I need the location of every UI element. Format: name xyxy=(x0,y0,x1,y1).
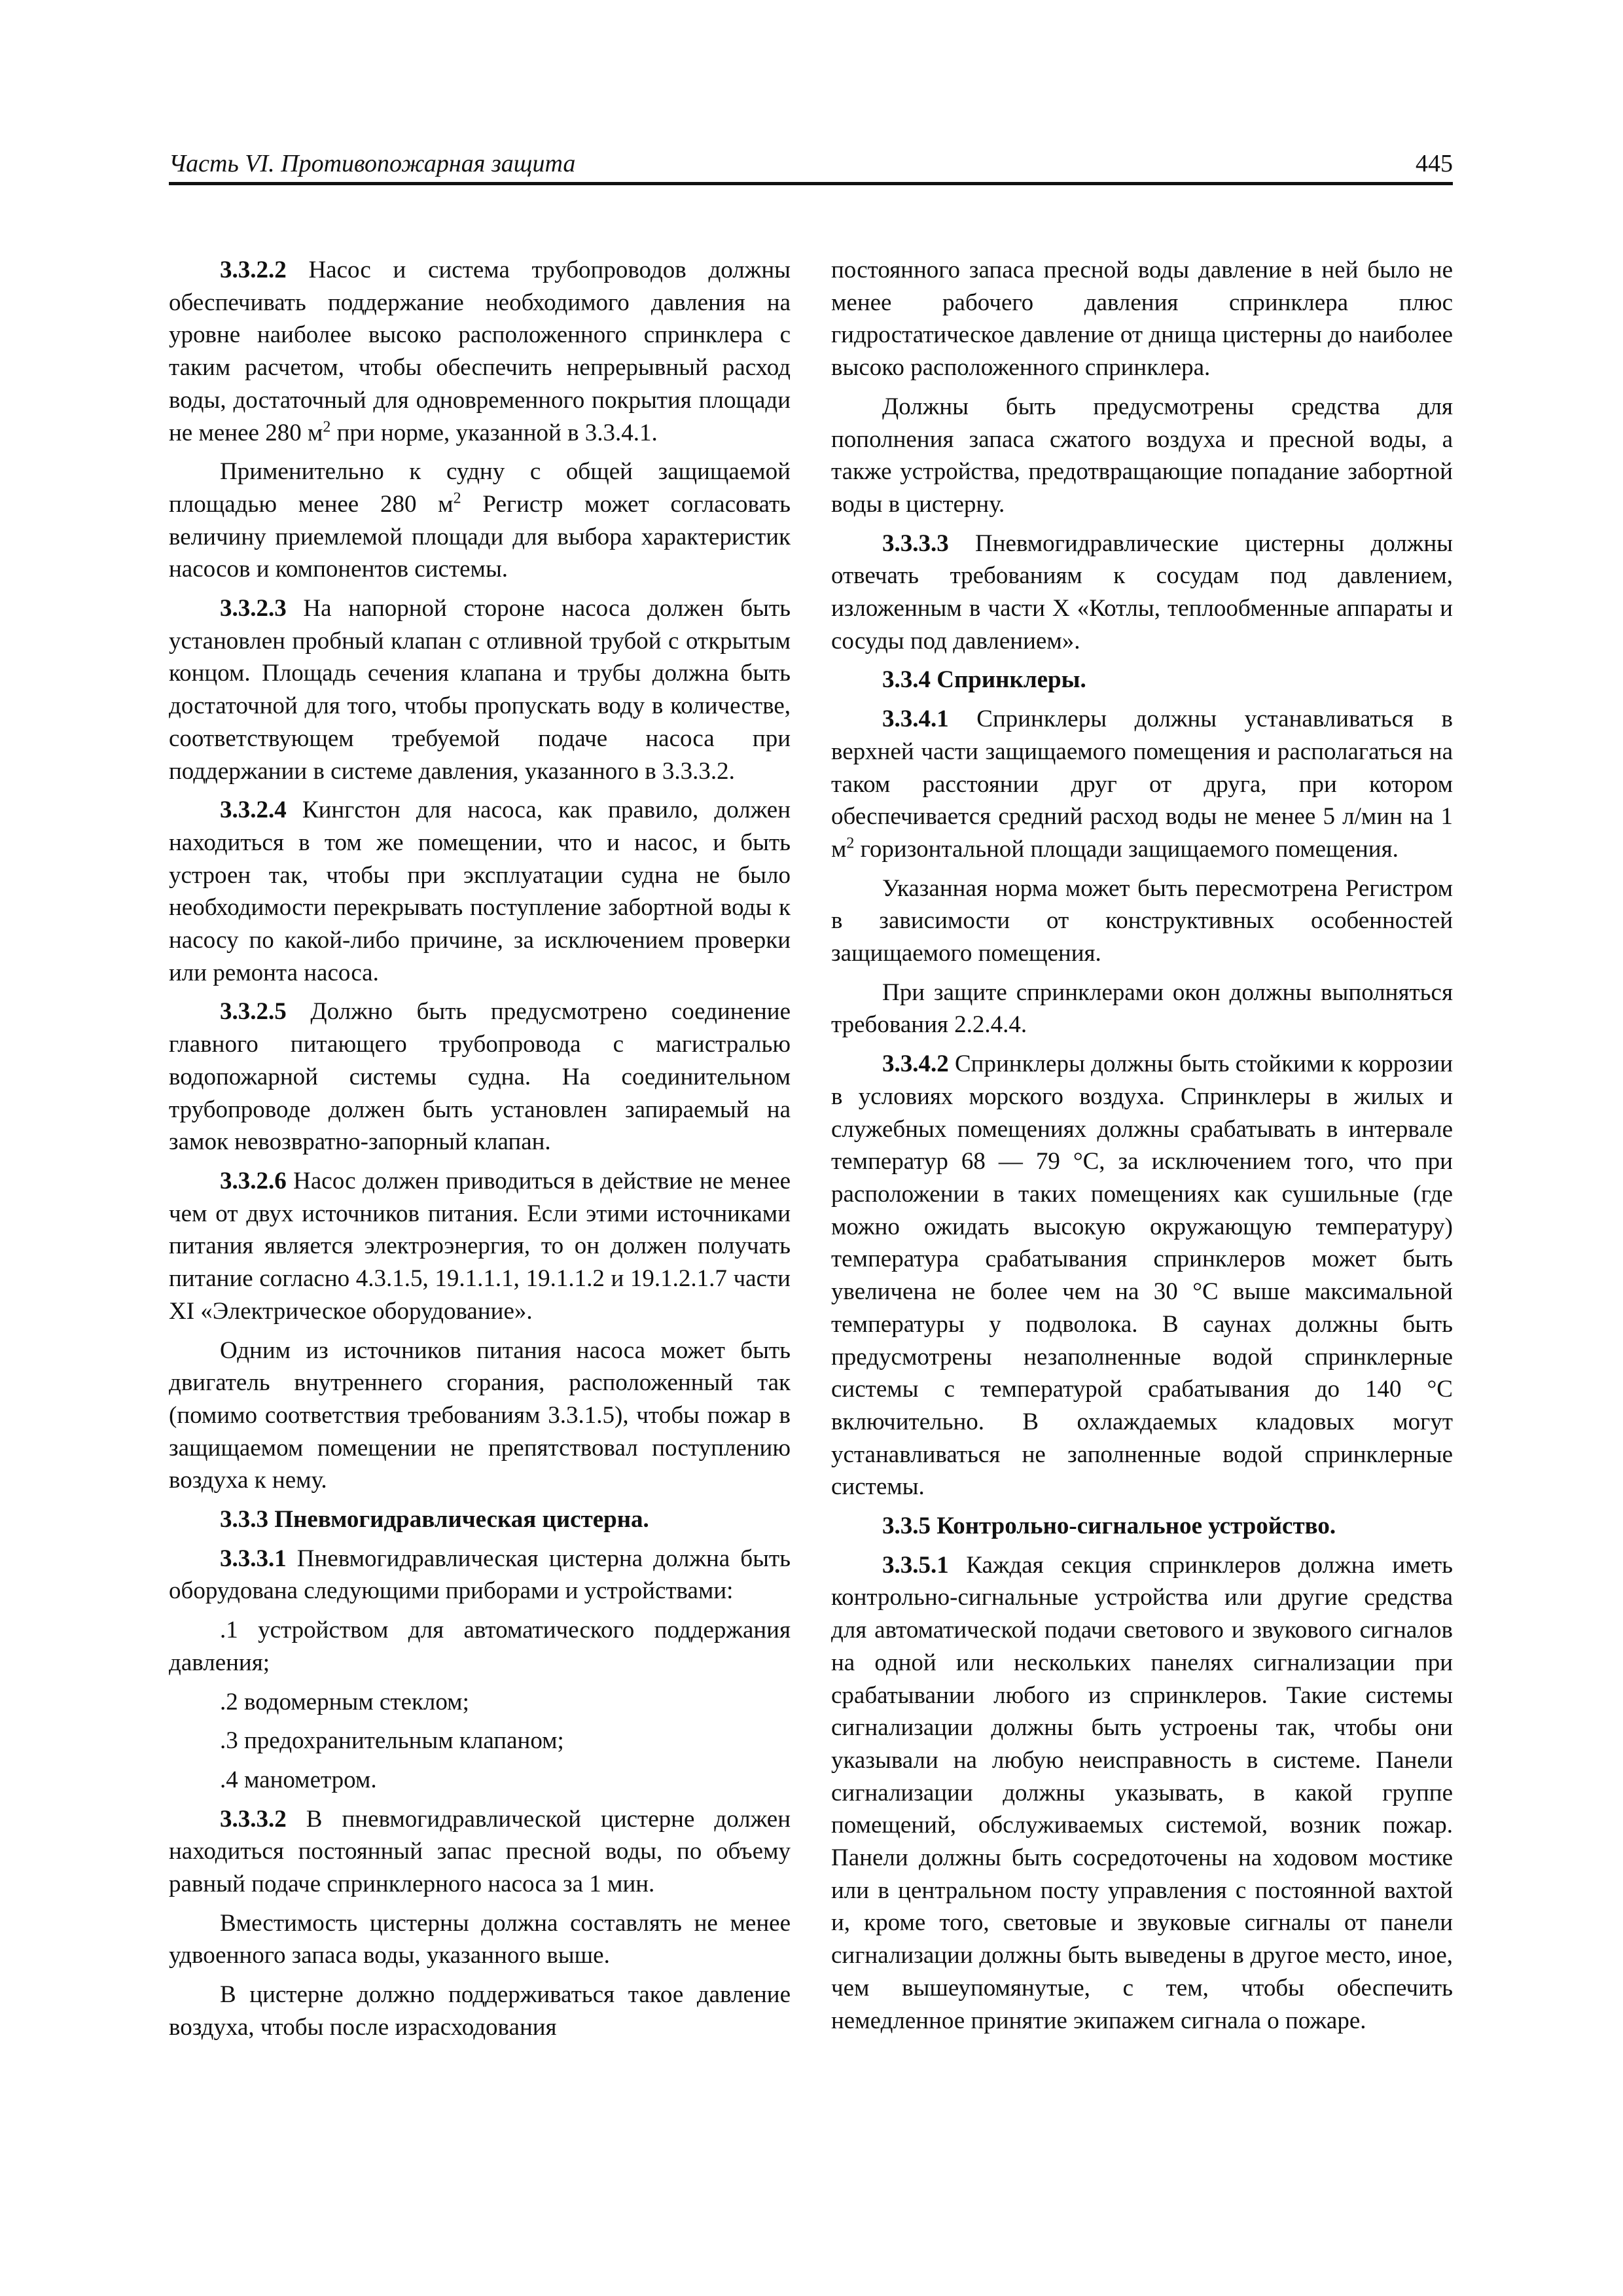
section-title: Спринклеры. xyxy=(931,666,1086,694)
paragraph-3-3-4-1 xyxy=(831,703,1453,866)
paragraph-3-3-3-3 xyxy=(831,528,1453,658)
paragraph xyxy=(169,456,791,586)
section-number: 3.3.2.6 xyxy=(220,1167,287,1194)
paragraph-text: Спринклеры должны быть стойкими к коррозии в условиях морского воздуха. Спринклеры в жилых и служебных помещениях должны срабатывать в интервале температур 68 — 79 °С, за исключением того, что при расположении в таких помещениях как сушильные (где можно ожидать высокую окружающую температуру) температура срабатывания спринклеров может быть увеличена не более чем на 30 °С выше максимальной температуры у подволока. В саунах должны быть предусмотрены незаполненные водой спринклерные системы с температурой срабатывания до 140 °С включительно. В охлаждаемых кладовых могут устанавливаться не заполненные водой спринклерные системы. xyxy=(831,1050,1453,1501)
list-item: .3 предохранительным клапаном; xyxy=(220,1727,564,1755)
page-number: 445 xyxy=(1416,150,1453,177)
section-number: 3.3.5 xyxy=(882,1513,931,1540)
section-number: 3.3.3 xyxy=(220,1506,268,1534)
paragraph-3-3-2-4 xyxy=(169,794,791,989)
paragraph: Указанная норма может быть пересмотрена Регистром в зависимости от конструктивных особенностей защищаемого помещения. xyxy=(831,874,1453,967)
paragraph-text: Пневмогидравлические цистерны должны отвечать требованиям к сосудам под давлением, изложенным в части X «Котлы, теплообменные аппараты и сосуды под давлением». xyxy=(831,529,1453,655)
section-number: 3.3.3.3 xyxy=(882,529,949,557)
superscript: 2 xyxy=(453,490,461,507)
section-number: 3.3.3.1 xyxy=(220,1545,287,1572)
paragraph-3-3-2-6 xyxy=(169,1165,791,1328)
paragraph-text: горизонтальной площади защищаемого помещения. xyxy=(854,835,1399,863)
paragraph-3-3-5-1 xyxy=(831,1549,1453,2037)
right-column xyxy=(831,254,1453,2043)
list-item: .1 устройством для автоматического поддержания давления; xyxy=(169,1617,791,1676)
paragraph-text: Насос должен приводиться в действие не менее чем от двух источников питания. Если этими источниками питания является электроэнергия, то он должен получать питание согласно 4.3.1.5, 19.1.1.1, 19.1.1.2 и 19.1.2.1.7 части XI «Электрическое оборудование». xyxy=(169,1167,791,1325)
paragraph-text: Пневмогидравлическая цистерна должна быть оборудована следующими приборами и устройствами: xyxy=(169,1545,791,1605)
paragraph: При защите спринклерами окон должны выполняться требования 2.2.4.4. xyxy=(831,978,1453,1039)
paragraph-text: Каждая секция спринклеров должна иметь контрольно-сигнальные устройства или другие средства для автоматической подачи светового и звукового сигналов на одной или нескольких панелях сигнализации при срабатывании любого из спринклеров. Такие системы сигнализации должны быть устроены так, чтобы они указывали на любую неисправность в системе. Панели сигнализации должны указывать, в какой группе помещений, обслуживаемых системой, возник пожар. Панели должны быть сосредоточены на ходовом мостике или в центральном посту управления с постоянной вахтой и, кроме того, световые и звуковые сигналы от панели сигнализации должны быть выведены в другое место, иное, чем вышеупомянутые, с тем, чтобы обеспечить немедленное принятие экипажем сигнала о пожаре. xyxy=(831,1551,1453,2034)
left-column xyxy=(169,254,791,2051)
superscript: 2 xyxy=(846,834,855,852)
paragraph-text: На напорной стороне насоса должен быть установлен пробный клапан с отливной трубой с открытым концом. Площадь сечения клапана и трубы должна быть достаточной для того, чтобы пропускать воду в количестве, соответствующем требуемой подаче насоса при поддержании в системе давления, указанного в 3.3.3.2. xyxy=(169,595,791,785)
superscript: 2 xyxy=(323,418,331,436)
paragraph-text: Спринклеры должны устанавливаться в верхней части защищаемого помещения и располагаться на таком расстоянии друг от друга, при котором обеспечивается средний расход воды не менее 5 л/мин на 1 м xyxy=(831,706,1453,863)
paragraph: В цистерне должно поддерживаться такое давление воздуха, чтобы после израсходования xyxy=(169,1981,791,2041)
header-title: Часть VI. Противопожарная защита xyxy=(169,150,576,177)
paragraph-3-3-2-3 xyxy=(169,592,791,787)
paragraph-text: В пневмогидравлической цистерне должен находиться постоянный запас пресной воды, по объему равный подаче спринклерного насоса за 1 мин. xyxy=(169,1805,791,1898)
section-number: 3.3.5.1 xyxy=(882,1551,949,1579)
paragraph-text: Применительно к судну с общей защищаемой площадью менее 280 м xyxy=(169,458,791,518)
section-heading-3-3-3 xyxy=(169,1503,791,1536)
paragraph-3-3-3-1 xyxy=(169,1543,791,1607)
paragraph-3-3-2-2 xyxy=(169,254,791,449)
paragraph: Вместимость цистерны должна составлять не менее удвоенного запаса воды, указанного выше. xyxy=(169,1909,791,1969)
paragraph: Одним из источников питания насоса может быть двигатель внутреннего сгорания, расположенный так (помимо соответствия требованиям 3.3.1.5), чтобы пожар в защищаемом помещении не препятствовал поступлению воздуха к нему. xyxy=(169,1336,791,1494)
section-number: 3.3.3.2 xyxy=(220,1805,287,1833)
paragraph-3-3-2-5 xyxy=(169,996,791,1158)
paragraph-text: Кингстон для насоса, как правило, должен находиться в том же помещении, что и насос, и быть устроен так, чтобы при эксплуатации судна не было необходимости перекрывать поступление забортной воды к насосу по какой-либо причине, за исключением проверки или ремонта насоса. xyxy=(169,797,791,986)
paragraph: Должны быть предусмотрены средства для пополнения запаса сжатого воздуха и пресной воды, а также устройства, предотвращающие попадание забортной воды в цистерну. xyxy=(831,393,1453,518)
list-item: .2 водомерным стеклом; xyxy=(220,1688,469,1715)
section-title: Пневмогидравлическая цистерна. xyxy=(268,1506,649,1534)
section-heading-3-3-5 xyxy=(831,1510,1453,1543)
paragraph-continued: постоянного запаса пресной воды давление в ней было не менее рабочего давления спринклера плюс гидростатическое давление от днища цистерны до наиболее высоко расположенного спринклера. xyxy=(831,257,1453,382)
section-number: 3.3.2.3 xyxy=(220,595,287,622)
list-item: .4 манометром. xyxy=(220,1766,377,1793)
paragraph-text: при норме, указанной в 3.3.4.1. xyxy=(330,419,658,446)
paragraph-text: Насос и система трубопроводов должны обеспечивать поддержание необходимого давления на уровне наиболее высоко расположенного спринклера с таким расчетом, чтобы обеспечить непрерывный расход воды, достаточный для одновременного покрытия площади не менее 280 м xyxy=(169,257,791,446)
section-number: 3.3.4.2 xyxy=(882,1050,949,1078)
section-number: 3.3.4.1 xyxy=(882,706,949,733)
paragraph-text: Регистр может согласовать величину приемлемой площади для выбора характеристик насосов и компонентов системы. xyxy=(169,490,791,583)
section-heading-3-3-4 xyxy=(831,664,1453,696)
section-number: 3.3.2.2 xyxy=(220,257,287,283)
paragraph-3-3-4-2 xyxy=(831,1048,1453,1503)
paragraph-3-3-3-2 xyxy=(169,1803,791,1901)
section-number: 3.3.2.4 xyxy=(220,797,287,824)
section-number: 3.3.4 xyxy=(882,666,931,694)
running-header xyxy=(169,145,1453,185)
section-number: 3.3.2.5 xyxy=(220,998,287,1026)
section-title: Контрольно-сигнальное устройство. xyxy=(931,1513,1336,1540)
paragraph-text: Должно быть предусмотрено соединение главного питающего трубопровода с магистралью водопожарной системы судна. На соединительном трубопроводе должен быть установлен запираемый на замок невозвратно-запорный клапан. xyxy=(169,998,791,1156)
